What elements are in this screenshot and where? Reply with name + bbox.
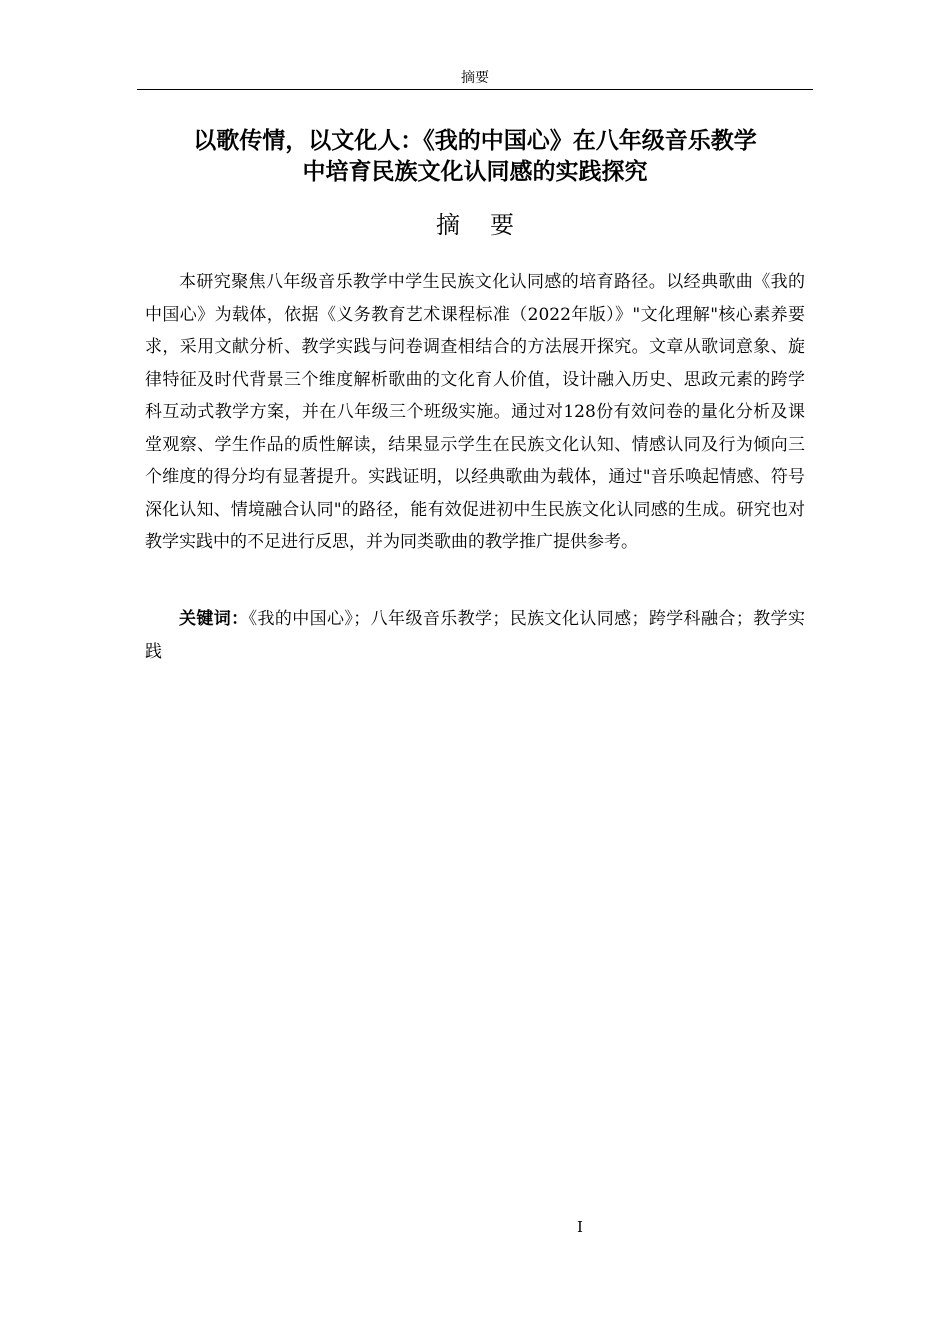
title-line-1: 以歌传情，以文化人：《我的中国心》在八年级音乐教学 (193, 128, 757, 154)
abstract-body: 本研究聚焦八年级音乐教学中学生民族文化认同感的培育路径。以经典歌曲《我的中国心》为载体，依据《义务教育艺术课程标准（2022年版）》"文化理解"核心素养要求，采用文献分析、教学实践与问卷调查相结合的方法展开探究。文章从歌词意象、旋律特征及时代背景三个维度解析歌曲的文化育人价值，设计融入历史、思政元素的跨学科互动式教学方案，并在八年级三个班级实施。通过对128份有效问卷的量化分析及课堂观察、学生作品的质性解读，结果显示学生在民族文化认知、情感认同及行为倾向三个维度的得分均有显著提升。实践证明，以经典歌曲为载体，通过"音乐唤起情感、符号深化认知、情境融合认同"的路径，能有效促进初中生民族文化认同感的生成。研究也对教学实践中的不足进行反思，并为同类歌曲的教学推广提供参考。 (145, 272, 805, 552)
keywords-text: 《我的中国心》；八年级音乐教学；民族文化认同感；跨学科融合；教学实践 (145, 609, 806, 662)
abstract-heading-char-2: 要 (490, 211, 514, 239)
document-title (137, 126, 813, 188)
abstract-heading (137, 205, 813, 245)
title-line-2: 中培育民族文化认同感的实践探究 (302, 159, 648, 185)
page-number: I (577, 1218, 583, 1236)
keywords-label: 关键词： (179, 609, 249, 629)
abstract-heading-char-1: 摘 (436, 211, 460, 239)
keywords-paragraph (145, 603, 805, 668)
running-header: 摘要 (461, 70, 489, 86)
header-rule (137, 89, 813, 90)
